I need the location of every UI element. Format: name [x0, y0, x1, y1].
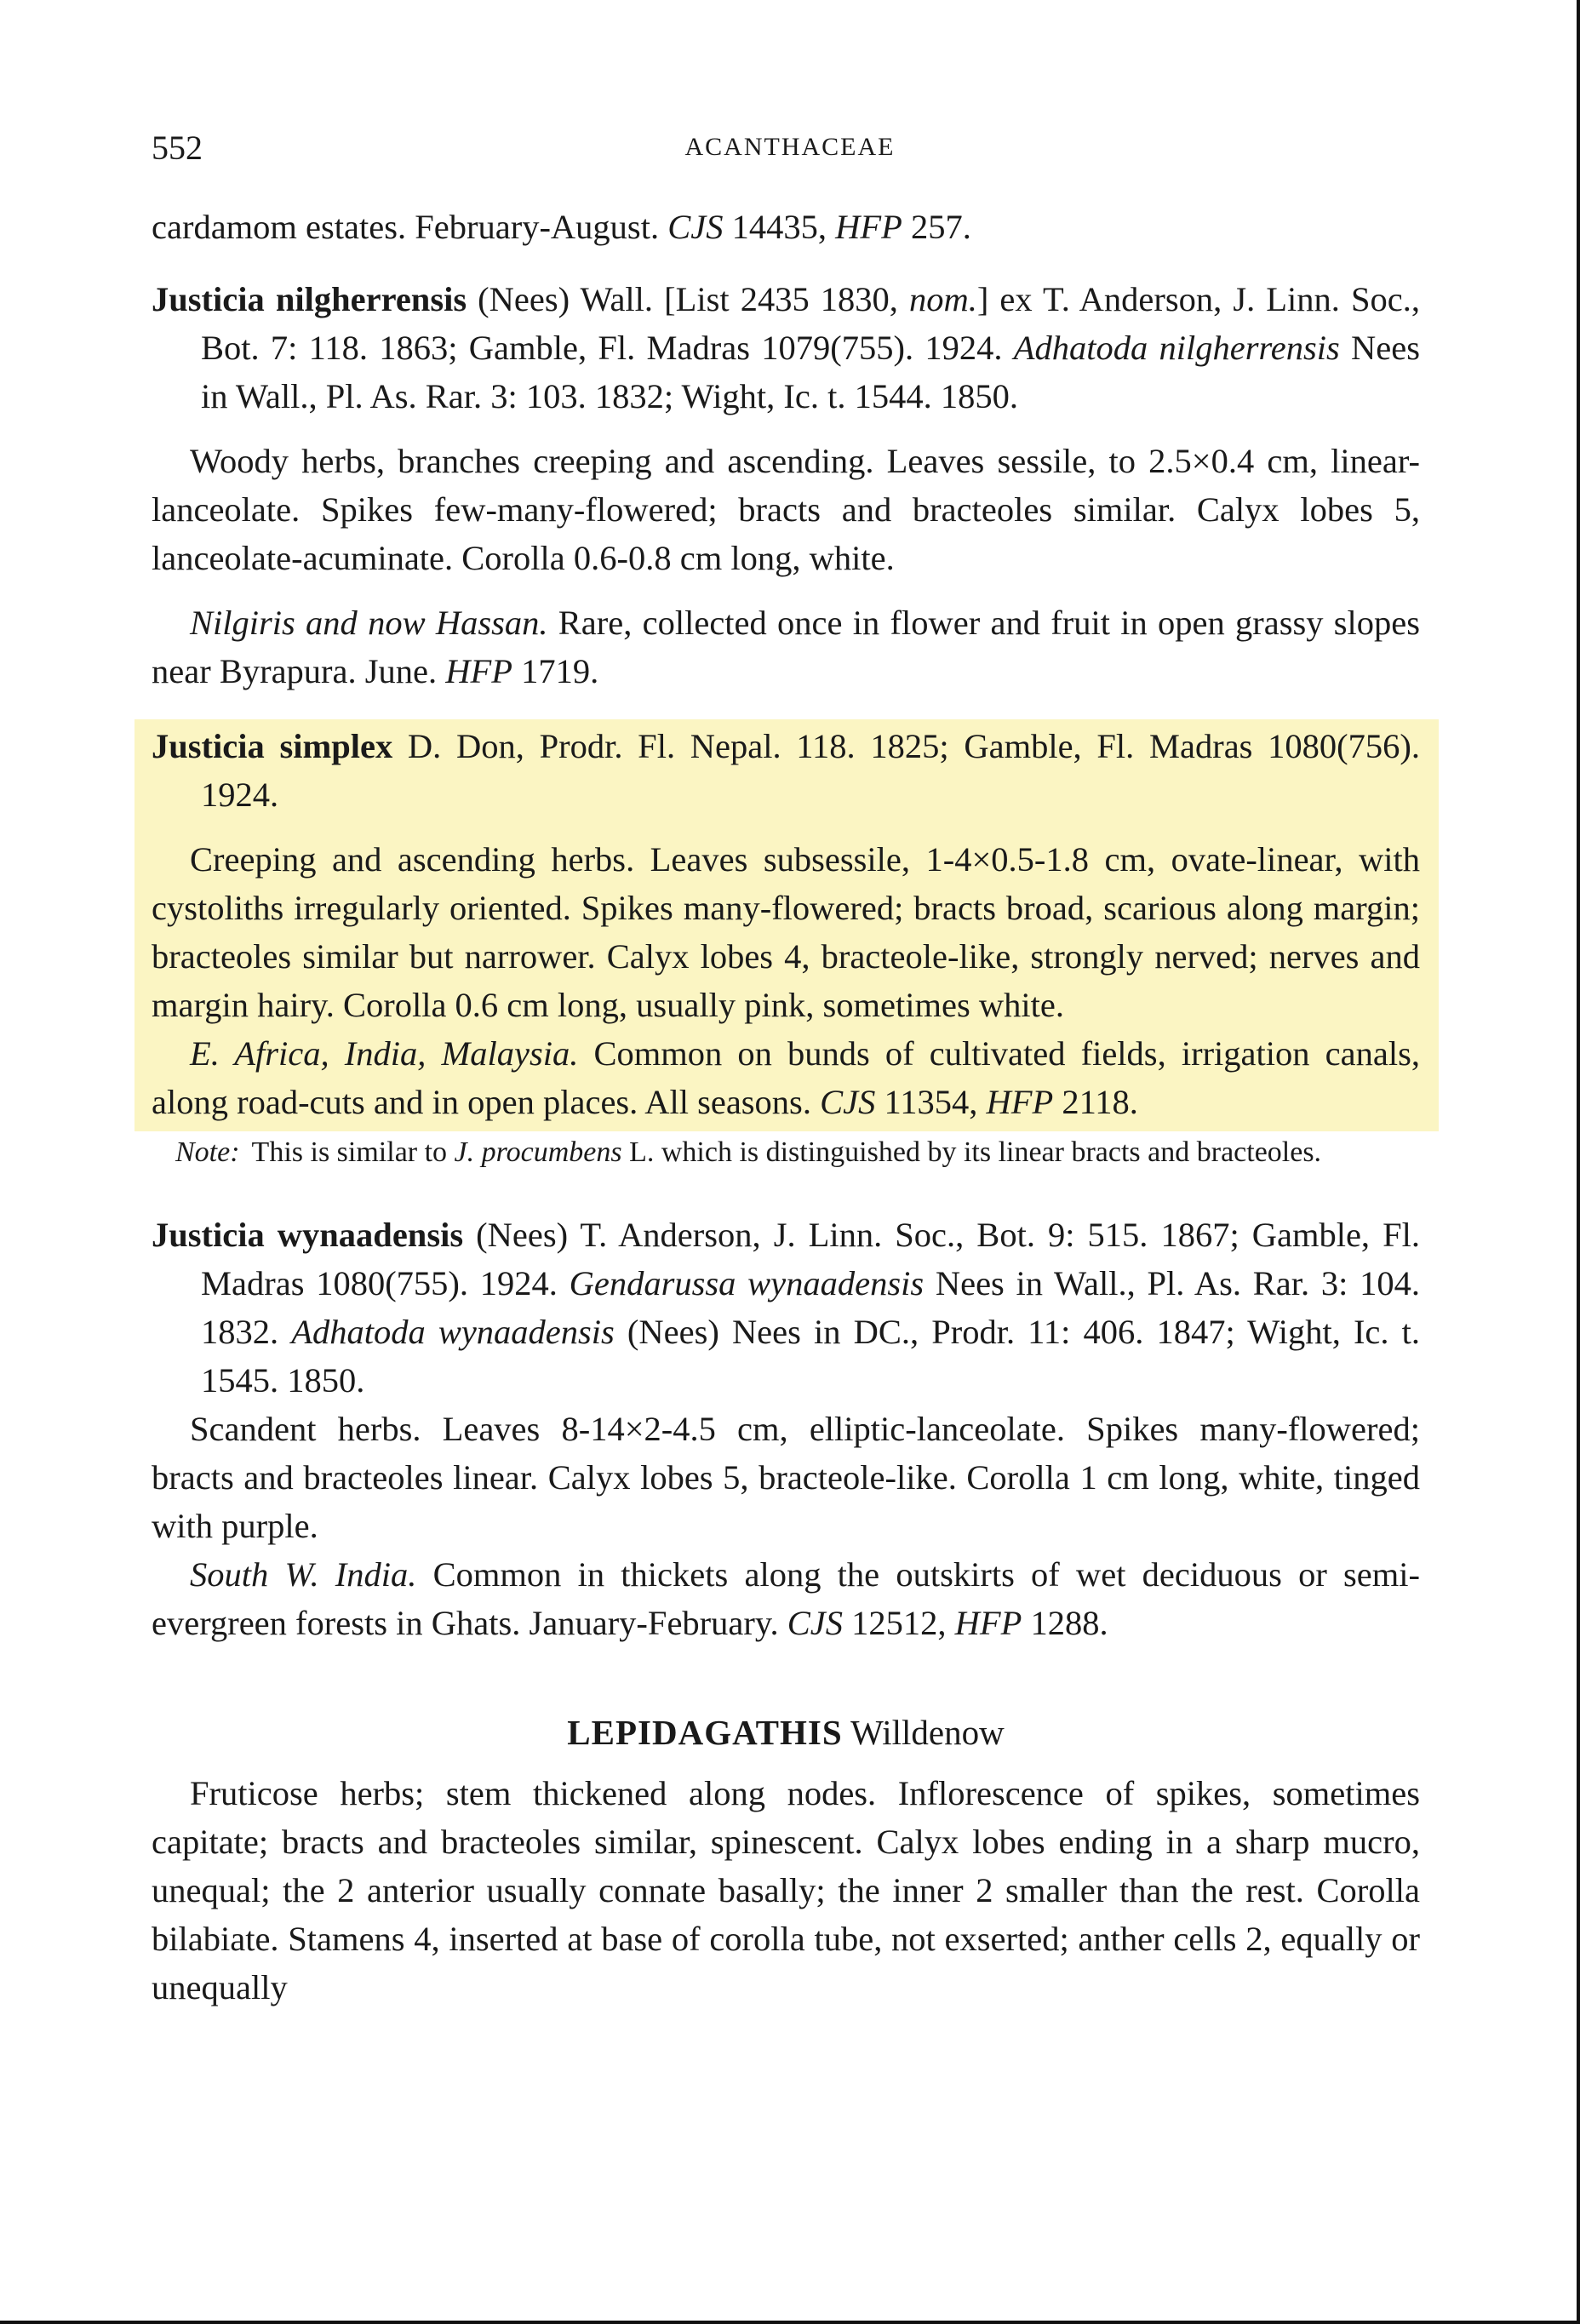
- running-head: ACANTHACEAE: [684, 133, 896, 161]
- specimen-hfp: HFP: [445, 652, 512, 690]
- species-heading: [152, 1211, 1420, 1405]
- species-name: Justicia nilgherrensis: [152, 280, 467, 318]
- specimen-hfp-number: 1288.: [1022, 1604, 1108, 1642]
- citation: (Nees) Wall. [List 2435 1830,: [467, 280, 909, 318]
- distribution-paragraph: [152, 1550, 1420, 1647]
- species-description: Woody herbs, branches creeping and ascending. Leaves sessile, to 2.5×0.4 cm, linear-lanceolate. Spikes few-many-flowered; bracts and bracteoles similar. Calyx lobes 5, lanceolate-acuminate. Corolla 0.6-0.8 cm long, white.: [152, 442, 1420, 577]
- note-label: Note:: [175, 1136, 240, 1168]
- distribution: South W. India.: [190, 1555, 417, 1594]
- specimen-cjs: CJS: [667, 208, 724, 246]
- distribution: E. Africa, India, Malaysia.: [190, 1034, 579, 1073]
- species-heading: [152, 275, 1420, 421]
- species-description: Creeping and ascending herbs. Leaves subsessile, 1-4×0.5-1.8 cm, ovate-linear, with cystoliths irregularly oriented. Spikes many-flowered; bracts broad, scarious along margin; bracteoles similar but narrower. Calyx lobes 4, bracteole-like, strongly nerved; nerves and margin hairy. Corolla 0.6 cm long, usually pink, sometimes white.: [152, 840, 1420, 1024]
- species-heading: [152, 722, 1420, 819]
- species-name: Justicia wynaadensis: [152, 1216, 464, 1254]
- distribution-paragraph: [152, 1029, 1420, 1126]
- species-note: [152, 1131, 1420, 1173]
- genus-heading: [152, 1712, 1420, 1753]
- page-header: [152, 128, 1428, 179]
- distribution: Nilgiris and now Hassan.: [190, 604, 548, 642]
- species-name: Justicia simplex: [152, 727, 393, 765]
- citation: Nees in Wall., Pl. As. Rar. 3: 103. 1832; Wight, Ic. t. 1544. 1850.: [201, 329, 1420, 415]
- note-species: J. procumbens: [454, 1136, 622, 1168]
- genus-author: Willdenow: [842, 1713, 1005, 1752]
- note-text: L. which is distinguished by its linear bracts and bracteoles.: [621, 1136, 1322, 1168]
- genus-section-lepidagathis: [152, 1712, 1420, 2012]
- page-number: 552: [152, 129, 203, 167]
- synonym: Adhatoda nilgherrensis: [1013, 329, 1340, 367]
- highlighted-region: [135, 719, 1439, 1131]
- specimen-cjs-number: 12512,: [843, 1604, 955, 1642]
- specimen-cjs-number: 14435,: [723, 208, 836, 246]
- genus-description: Fruticose herbs; stem thickened along nodes. Inflorescence of spikes, sometimes capitate; bracts and bracteoles similar, spinescent. Calyx lobes ending in a sharp mucro, unequal; the 2 anterior usually connate basally; the inner 2 smaller than the rest. Corolla bilabiate. Stamens 4, inserted at base of corolla tube, not exserted; anther cells 2, equally or unequally: [152, 1774, 1420, 2006]
- specimen-hfp-number: 2118.: [1053, 1083, 1138, 1121]
- species-description: Scandent herbs. Leaves 8-14×2-4.5 cm, elliptic-lanceolate. Spikes many-flowered; bracts and bracteoles linear. Calyx lobes 5, bracteole-like. Corolla 1 cm long, white, tinged with purple.: [152, 1410, 1420, 1545]
- specimen-hfp: HFP: [835, 208, 902, 246]
- habitat: Common in thickets along the outskirts of wet deciduous or semi-evergreen forests in Ghats. January-February.: [152, 1555, 1420, 1642]
- specimen-cjs: CJS: [787, 1604, 843, 1642]
- citation: (Nees) T. Anderson, J. Linn. Soc., Bot. 9: 515. 1867; Gamble, Fl. Madras 1080(755). 1924.: [201, 1216, 1420, 1302]
- continuation-text: cardamom estates. February-August.: [152, 208, 668, 246]
- species-entry-simplex: [152, 722, 1420, 1126]
- specimen-hfp-number: 257.: [902, 208, 971, 246]
- citation: D. Don, Prodr. Fl. Nepal. 118. 1825; Gamble, Fl. Madras 1080(756). 1924.: [201, 727, 1420, 814]
- habitat: Rare, collected once in flower and fruit in open grassy slopes near Byrapura. June.: [152, 604, 1421, 690]
- specimen-hfp: HFP: [986, 1083, 1054, 1121]
- continuation-line: [152, 203, 1420, 251]
- specimen-cjs-number: 11354,: [875, 1083, 987, 1121]
- page-frame-right: [1577, 0, 1580, 2324]
- specimen-hfp: HFP: [954, 1604, 1022, 1642]
- note-text: This is similar to: [251, 1136, 455, 1168]
- citation: (Nees) Nees in DC., Prodr. 11: 406. 1847; Wight, Ic. t. 1545. 1850.: [201, 1313, 1421, 1400]
- synonym: Gendarussa wynaadensis: [569, 1264, 925, 1302]
- genus-name: LEPIDAGATHIS: [567, 1713, 843, 1752]
- specimen-cjs: CJS: [820, 1083, 876, 1121]
- distribution-paragraph: [152, 598, 1420, 695]
- citation: Nees in Wall., Pl. As. Rar. 3: 104. 1832.: [201, 1264, 1420, 1351]
- species-entry-nilgherrensis: [152, 275, 1420, 695]
- nomen-abbrev: nom.: [908, 280, 977, 318]
- specimen-hfp-number: 1719.: [512, 652, 599, 690]
- habitat: Common on bunds of cultivated fields, irrigation canals, along road-cuts and in open places. All seasons.: [152, 1034, 1420, 1121]
- synonym: Adhatoda wynaadensis: [291, 1313, 615, 1351]
- page-content: [152, 203, 1420, 2012]
- species-entry-wynaadensis: [152, 1211, 1420, 1647]
- page-frame-bottom: [0, 2321, 1580, 2324]
- citation: ] ex T. Anderson, J. Linn. Soc., Bot. 7: 118. 1863; Gamble, Fl. Madras 1079(755). 1924.: [201, 280, 1420, 367]
